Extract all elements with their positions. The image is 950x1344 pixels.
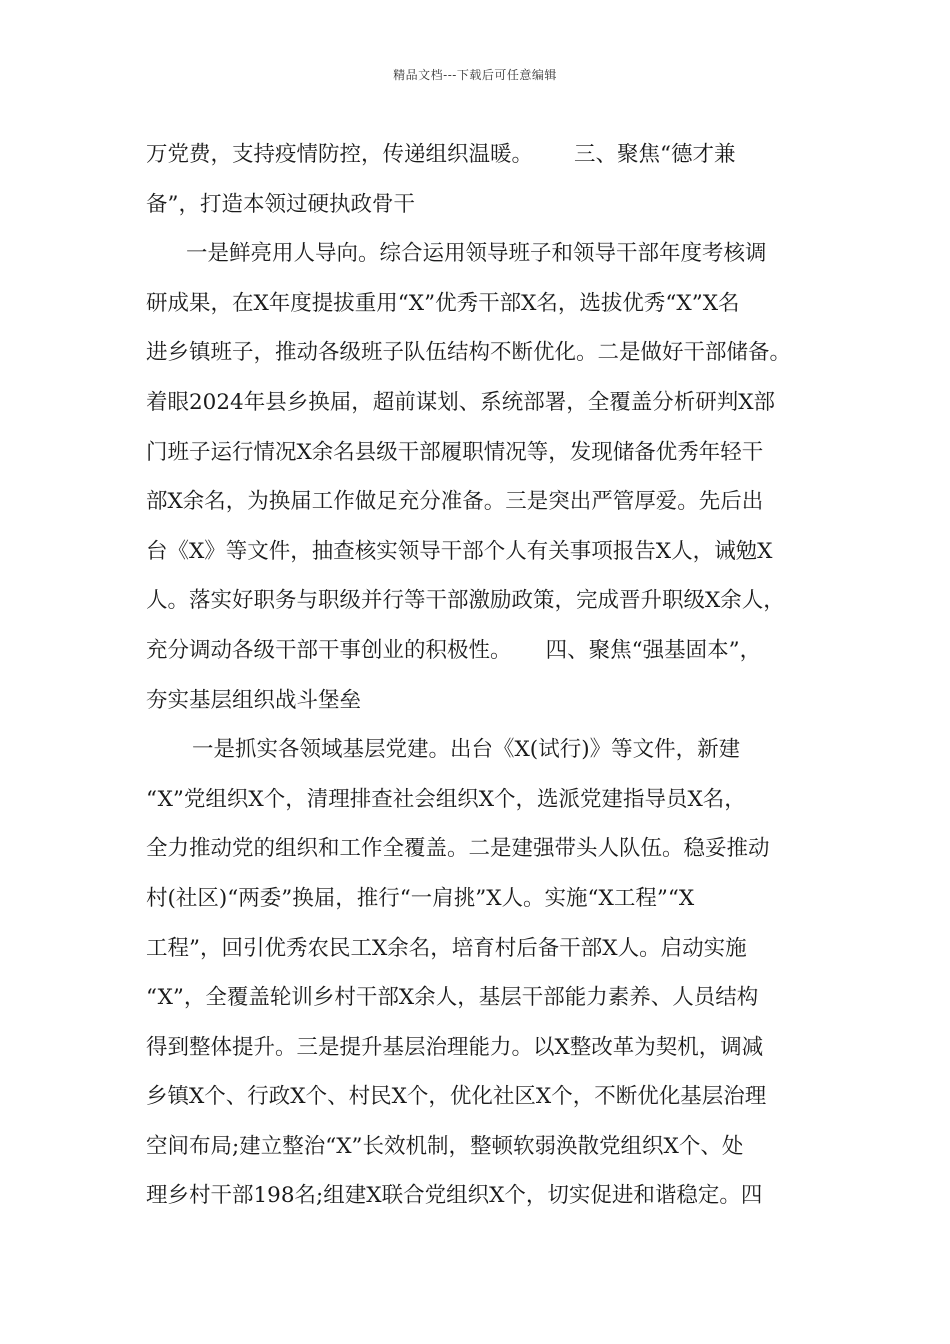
text-line: 村(社区)“两委”换届，推行“一肩挑”X人。实施“X工程”“X (146, 885, 695, 911)
text-line: 着眼2024年县乡换届，超前谋划、系统部署，全覆盖分析研判X部 (146, 389, 776, 415)
page-header: 精品文档---下载后可任意编辑 (393, 68, 557, 82)
text-line: 夯实基层组织战斗堡垒 (146, 687, 362, 713)
text-line: 全力推动党的组织和工作全覆盖。二是建强带头人队伍。稳妥推动 (146, 836, 770, 862)
text-line: 门班子运行情况X余名县级干部履职情况等，发现储备优秀年轻干 (146, 439, 764, 465)
text-line: 备”，打造本领过硬执政骨干 (146, 191, 415, 217)
text-line: 乡镇X个、行政X个、村民X个，优化社区X个，不断优化基层治理 (146, 1084, 767, 1110)
text-line: 部X余名，为换届工作做足充分准备。三是突出严管厚爱。先后出 (146, 489, 764, 515)
text-line: 台《X》等文件，抽查核实领导干部个人有关事项报告X人，诫勉X (146, 538, 773, 564)
document-body (146, 130, 816, 1221)
text-line: 进乡镇班子，推动各级班子队伍结构不断优化。二是做好干部储备。 (146, 340, 792, 366)
text-line: 空间布局;建立整治“X”长效机制，整顿软弱涣散党组织X个、处 (146, 1133, 744, 1159)
text-line: 一是抓实各领域基层党建。出台《X(试行)》等文件，新建 (192, 737, 741, 763)
text-line: 理乡村干部198名;组建X联合党组织X个，切实促进和谐稳定。四 (146, 1183, 763, 1209)
text-line: 研成果，在X年度提拔重用“X”优秀干部X名，选拔优秀“X”X名 (146, 290, 740, 316)
text-line: 工程”，回引优秀农民工X余名，培育村后备干部X人。启动实施 (146, 935, 747, 961)
text-line: 充分调动各级干部干事创业的积极性。 四、聚焦“强基固本”， (146, 637, 762, 663)
text-line: “X”党组织X个，清理排查社会组织X个，选派党建指导员X名， (146, 786, 746, 812)
text-line: 人。落实好职务与职级并行等干部激励政策，完成晋升职级X余人， (146, 588, 785, 614)
text-line: “X”，全覆盖轮训乡村干部X余人，基层干部能力素养、人员结构 (146, 985, 759, 1011)
text-line: 一是鲜亮用人导向。综合运用领导班子和领导干部年度考核调 (186, 241, 767, 267)
text-line: 得到整体提升。三是提升基层治理能力。以X整改革为契机，调减 (146, 1034, 764, 1060)
text-line: 万党费，支持疫情防控，传递组织温暖。 三、聚焦“德才兼 (146, 142, 736, 167)
